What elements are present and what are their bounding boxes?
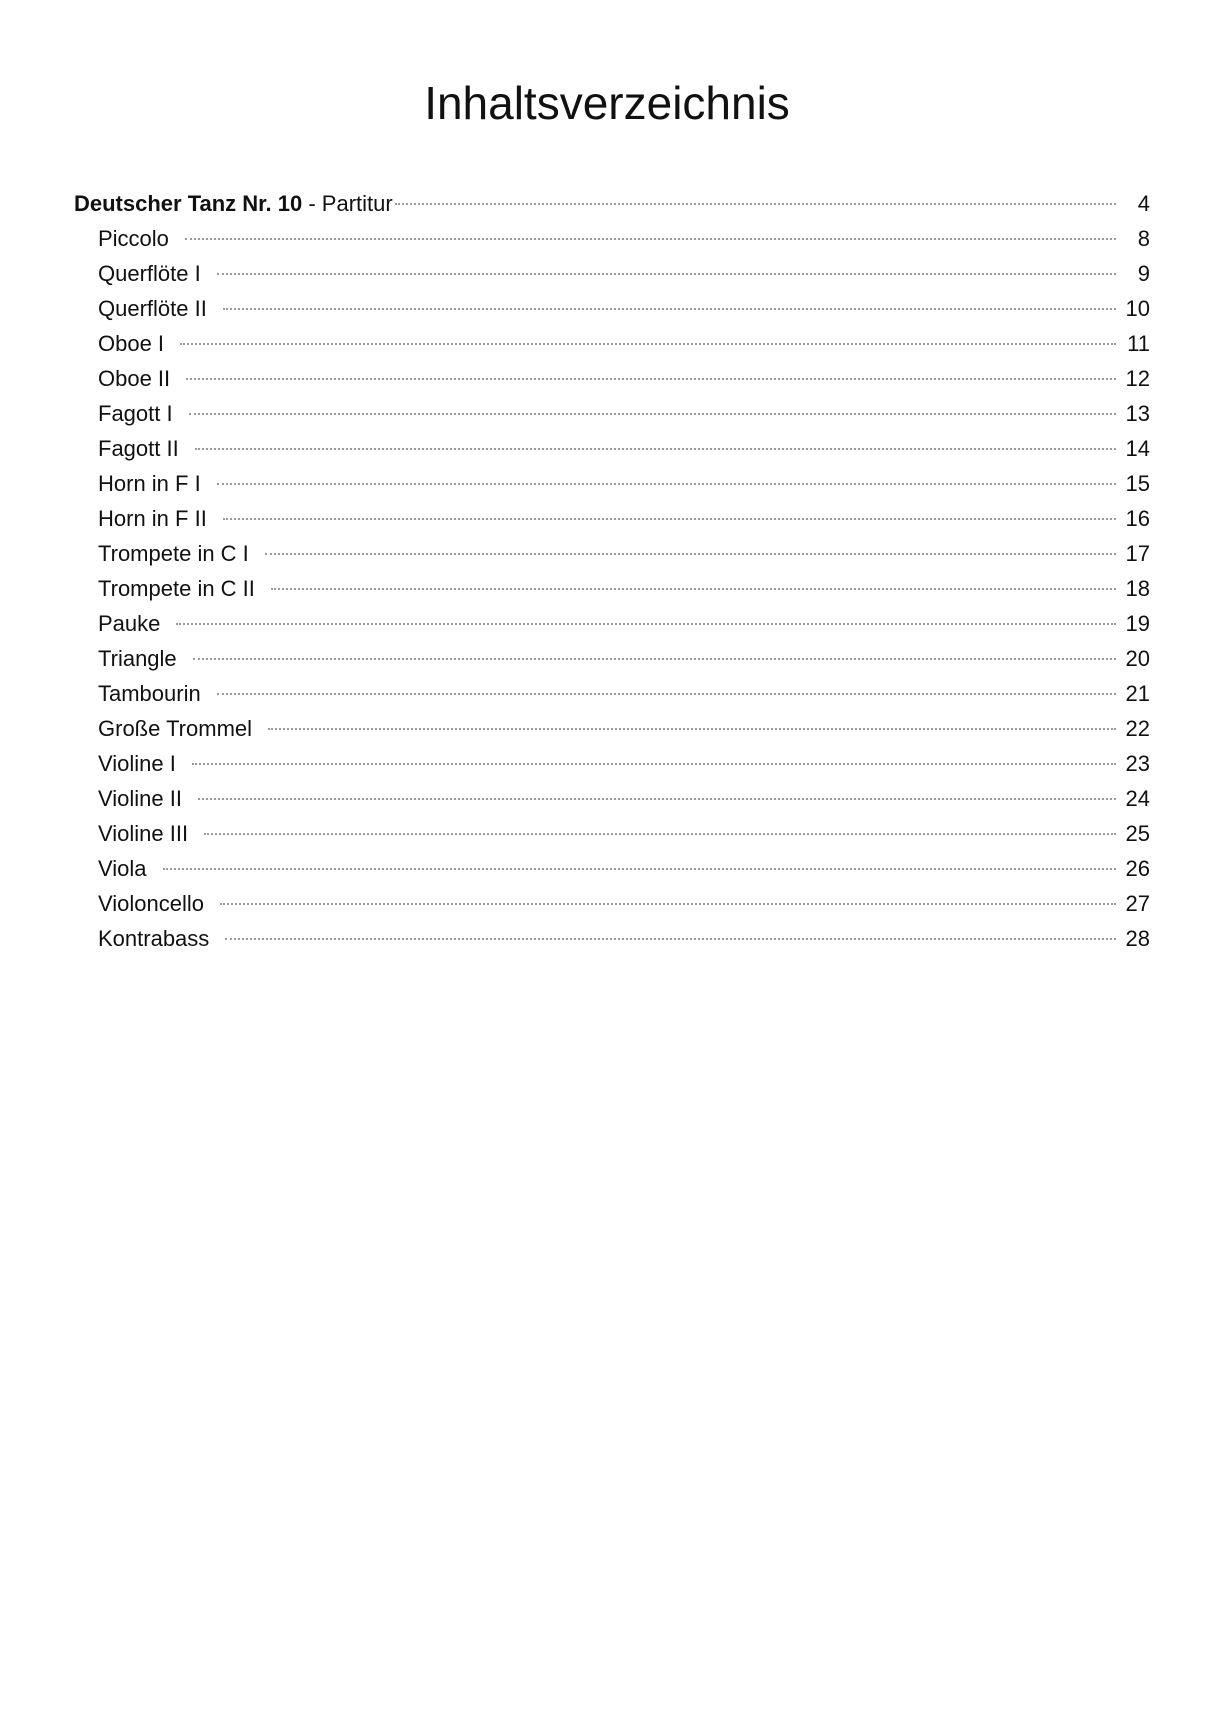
- toc-entry-label: Violine III: [98, 821, 189, 846]
- toc-entry-label: Oboe I: [98, 331, 165, 356]
- toc-page-number: 15: [1125, 471, 1150, 496]
- table-of-contents: [74, 186, 1150, 956]
- dot-leader: [268, 728, 1116, 730]
- toc-entry-main[interactable]: [74, 186, 1150, 221]
- toc-entry[interactable]: [74, 571, 1150, 606]
- dot-leader: [223, 308, 1116, 310]
- toc-page-number: 26: [1125, 856, 1150, 881]
- toc-entry-label: Horn in F II: [98, 506, 207, 531]
- toc-page-number: 25: [1125, 821, 1150, 846]
- toc-entry-label: Fagott I: [98, 401, 173, 426]
- toc-page-number: 11: [1127, 331, 1150, 356]
- toc-entry[interactable]: [74, 851, 1150, 886]
- dot-leader: [186, 378, 1116, 380]
- toc-entry-label: Violoncello: [98, 891, 205, 916]
- dot-leader: [189, 413, 1116, 415]
- toc-entry-label: Kontrabass: [98, 926, 210, 951]
- toc-entry[interactable]: [74, 641, 1150, 676]
- dot-leader: [180, 343, 1116, 345]
- toc-entry[interactable]: [74, 711, 1150, 746]
- toc-entry-label: Querflöte II: [98, 296, 207, 321]
- toc-entry-label: Trompete in C I: [98, 541, 249, 566]
- toc-entry[interactable]: [74, 816, 1150, 851]
- dot-leader: [217, 693, 1116, 695]
- toc-entry[interactable]: [74, 606, 1150, 641]
- dot-leader: [223, 518, 1116, 520]
- toc-entry-label: Trompete in C II: [98, 576, 255, 601]
- toc-entry[interactable]: [74, 361, 1150, 396]
- toc-entry[interactable]: [74, 466, 1150, 501]
- toc-entry-label: Tambourin: [98, 681, 201, 706]
- dot-leader: [217, 483, 1116, 485]
- toc-entry-label: Oboe II: [98, 366, 171, 391]
- dot-leader: [220, 903, 1116, 905]
- toc-page-number: 8: [1137, 226, 1150, 251]
- toc-entry-label: Piccolo: [98, 226, 169, 251]
- toc-entry[interactable]: [74, 326, 1150, 361]
- toc-entry[interactable]: [74, 501, 1150, 536]
- dot-leader: [217, 273, 1116, 275]
- toc-entry[interactable]: [74, 781, 1150, 816]
- toc-page-number: 12: [1125, 366, 1150, 391]
- toc-entry-label: Violine II: [98, 786, 182, 811]
- dot-leader: [195, 448, 1116, 450]
- toc-page-number: 17: [1125, 541, 1150, 566]
- toc-entry[interactable]: [74, 256, 1150, 291]
- toc-entry[interactable]: [74, 536, 1150, 571]
- page-title: Inhaltsverzeichnis: [424, 77, 790, 129]
- toc-entry-label: Fagott II: [98, 436, 179, 461]
- toc-entry-label: Triangle: [98, 646, 177, 671]
- toc-page-number: 9: [1137, 261, 1150, 286]
- toc-entry-label: [74, 186, 393, 221]
- toc-page-number: 14: [1125, 436, 1150, 461]
- toc-page-number: 4: [1137, 191, 1150, 216]
- work-subtitle: - Partitur: [302, 191, 393, 216]
- toc-page-number: 18: [1125, 576, 1150, 601]
- toc-entry-label: Viola: [98, 856, 147, 881]
- toc-entry[interactable]: [74, 291, 1150, 326]
- toc-entry[interactable]: [74, 221, 1150, 256]
- work-title: Deutscher Tanz Nr. 10: [74, 191, 303, 216]
- toc-entry[interactable]: [74, 396, 1150, 431]
- dot-leader: [395, 203, 1116, 205]
- dot-leader: [204, 833, 1116, 835]
- toc-entry-label: Violine I: [98, 751, 176, 776]
- toc-page-number: 16: [1125, 506, 1150, 531]
- dot-leader: [265, 553, 1116, 555]
- toc-entry-label: Große Trommel: [98, 716, 253, 741]
- toc-entry[interactable]: [74, 886, 1150, 921]
- dot-leader: [271, 588, 1116, 590]
- toc-entry[interactable]: [74, 431, 1150, 466]
- toc-entry-label: Horn in F I: [98, 471, 201, 496]
- toc-entry-label: Pauke: [98, 611, 161, 636]
- dot-leader: [225, 938, 1116, 940]
- toc-page-number: 24: [1125, 786, 1150, 811]
- toc-page-number: 22: [1125, 716, 1150, 741]
- dot-leader: [163, 868, 1116, 870]
- toc-page-number: 23: [1125, 751, 1150, 776]
- dot-leader: [185, 238, 1116, 240]
- dot-leader: [193, 658, 1116, 660]
- toc-entry-label: Querflöte I: [98, 261, 201, 286]
- dot-leader: [198, 798, 1116, 800]
- toc-page-number: 20: [1125, 646, 1150, 671]
- dot-leader: [176, 623, 1116, 625]
- toc-page-number: 28: [1125, 926, 1150, 951]
- toc-page-number: 27: [1125, 891, 1150, 916]
- dot-leader: [192, 763, 1116, 765]
- toc-entry[interactable]: [74, 676, 1150, 711]
- toc-page-number: 13: [1125, 401, 1150, 426]
- toc-page-number: 10: [1125, 296, 1150, 321]
- toc-page-number: 19: [1125, 611, 1150, 636]
- toc-entry[interactable]: [74, 746, 1150, 781]
- toc-entry[interactable]: [74, 921, 1150, 956]
- toc-page-number: 21: [1125, 681, 1150, 706]
